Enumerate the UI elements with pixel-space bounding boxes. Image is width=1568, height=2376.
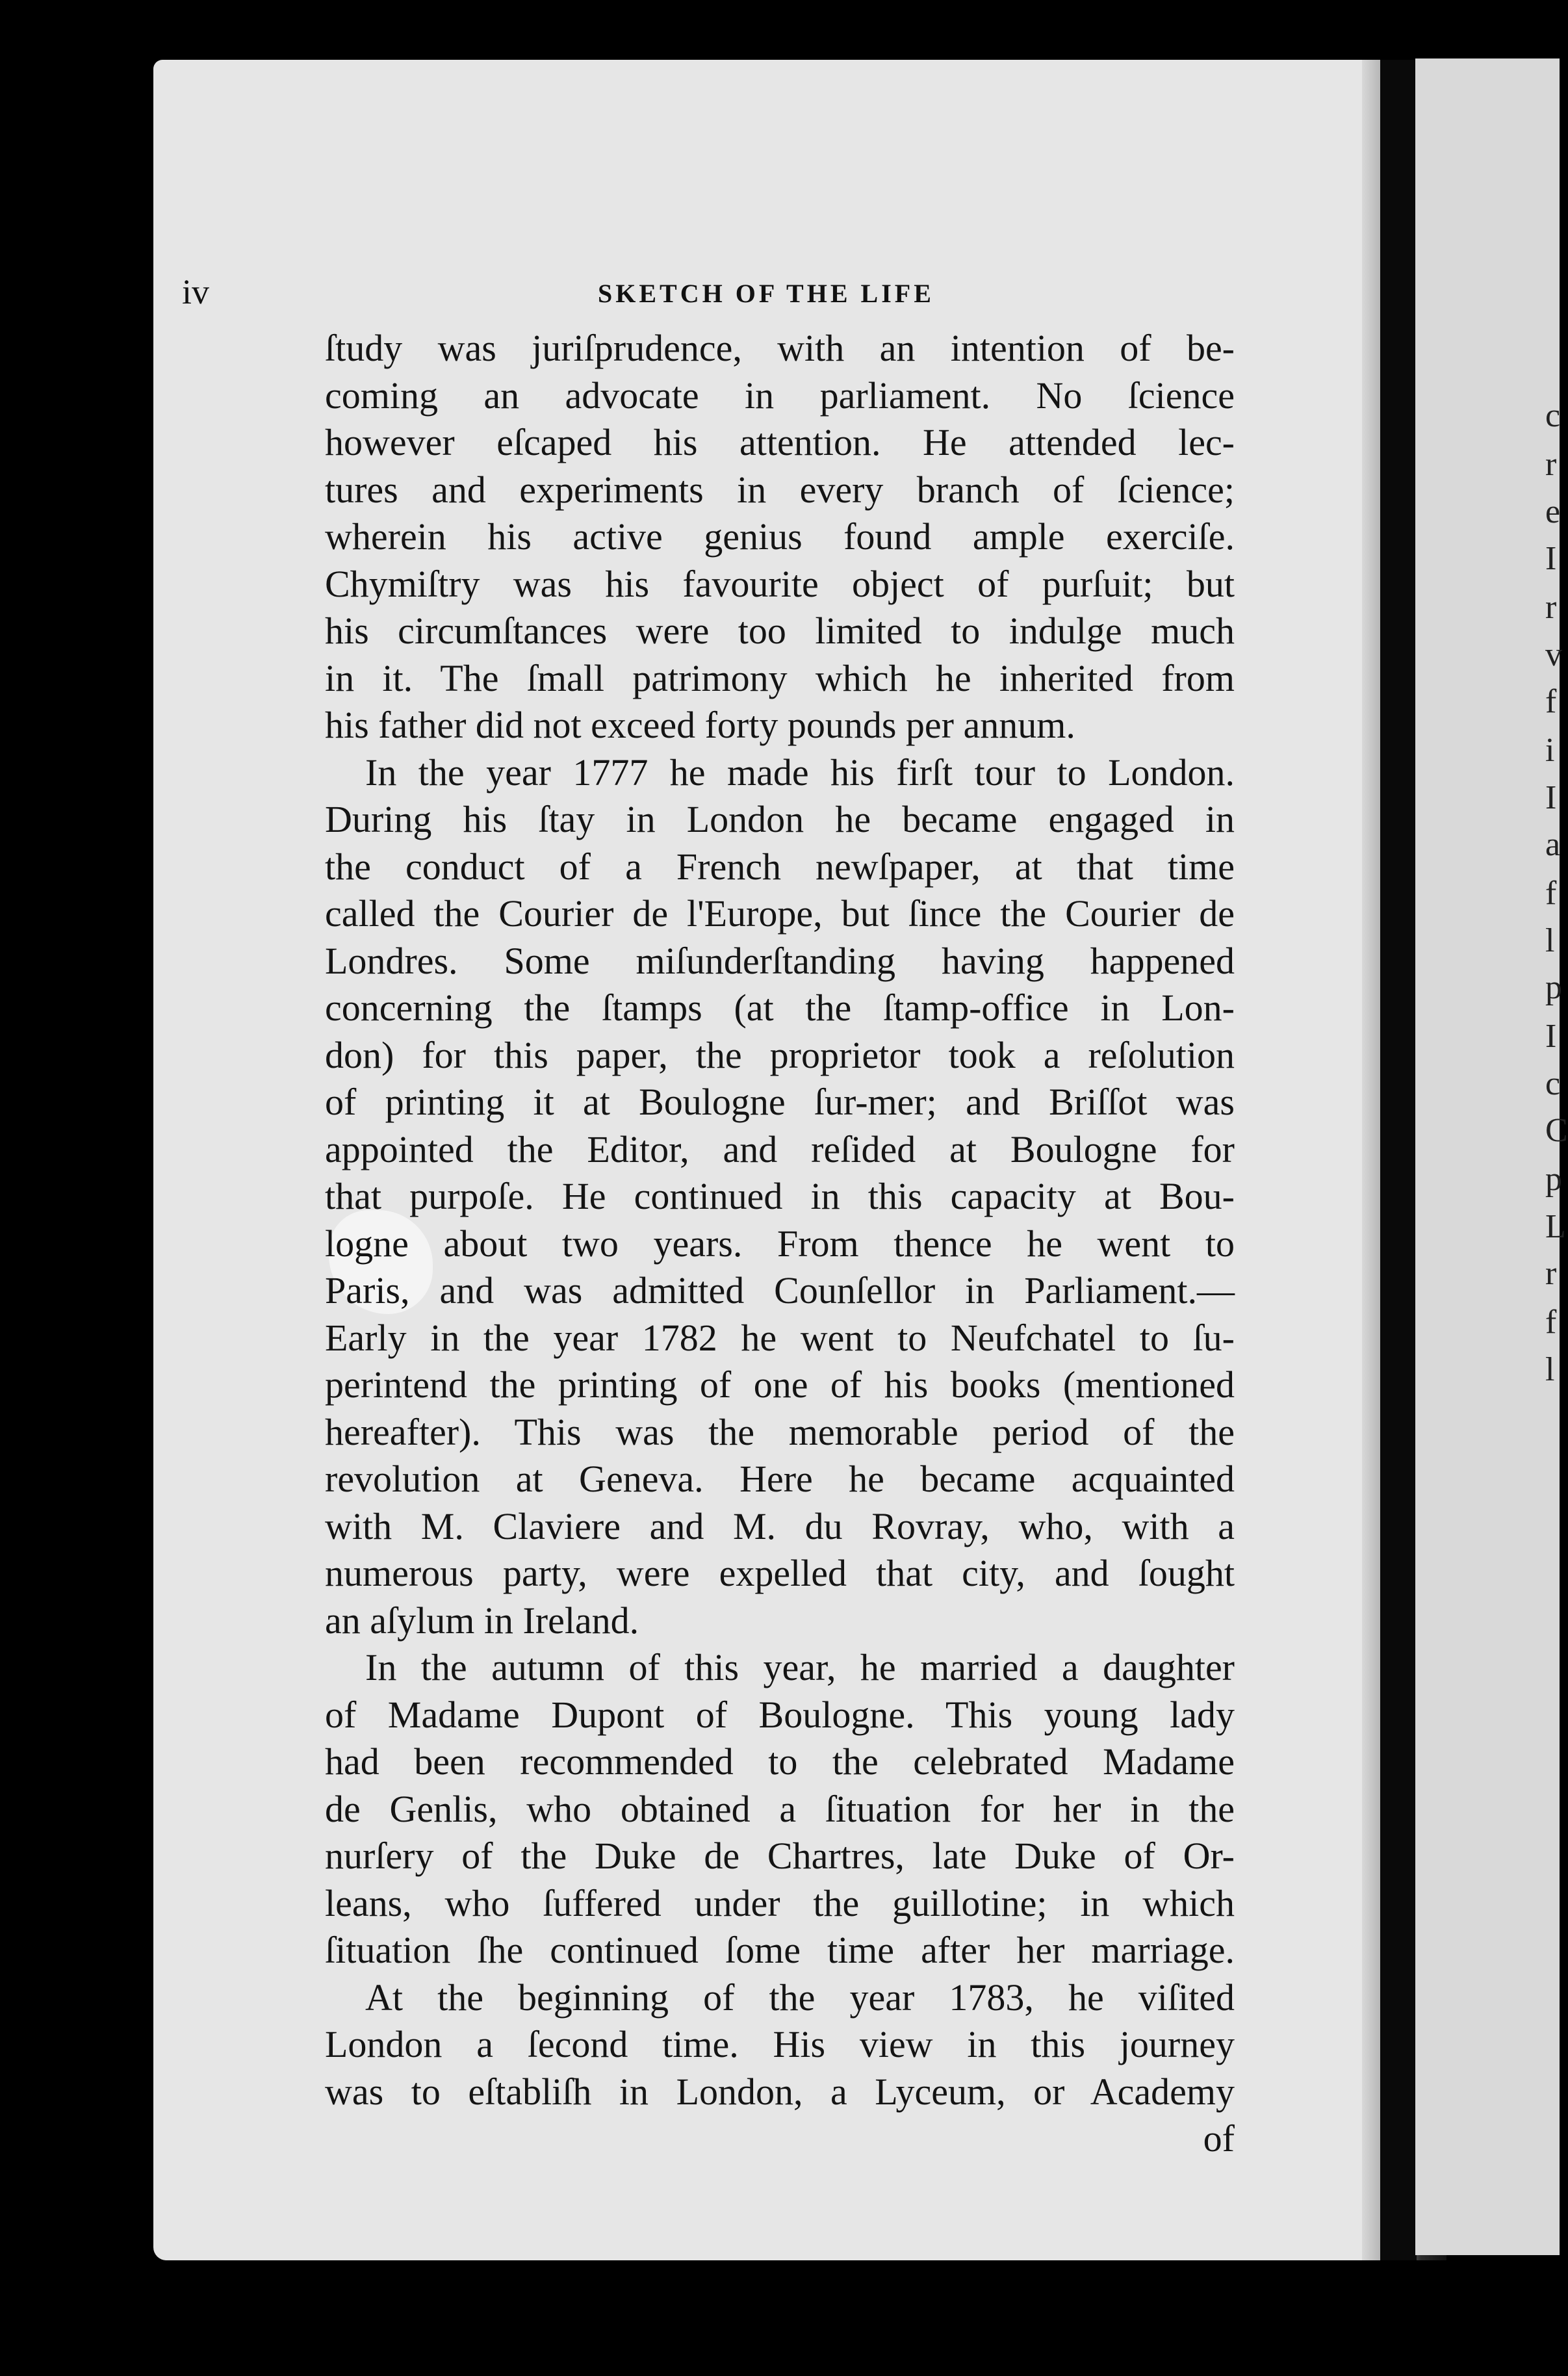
- running-head: [182, 272, 1235, 311]
- text-line: Chymiſtry was his favourite object of purſuit; but: [325, 562, 1235, 605]
- text-line: Londres. Some miſunderſtanding having happened: [325, 939, 1235, 982]
- facing-page-letter: l: [1545, 1351, 1555, 1388]
- text-line: of Madame Dupont of Boulogne. This young lady: [325, 1693, 1235, 1736]
- text-line: the conduct of a French newſpaper, at that time: [325, 845, 1235, 888]
- text-line: numerous party, were expelled that city, and ſought: [325, 1552, 1235, 1594]
- text-line: called the Courier de l'Europe, but ſince the Courier de: [325, 892, 1235, 935]
- text-line: Paris, and was admitted Counſellor in Parliament.—: [325, 1269, 1235, 1311]
- text-line: During his ſtay in London he became engaged in: [325, 798, 1235, 840]
- facing-page-letter: a: [1545, 826, 1561, 863]
- text-line: that purpoſe. He continued in this capacity at Bou-: [325, 1175, 1235, 1217]
- facing-page-letter: L: [1545, 1208, 1566, 1245]
- facing-page-letter: e: [1545, 493, 1561, 530]
- facing-page-edge: [1415, 58, 1568, 2255]
- book-page: [153, 60, 1410, 2260]
- page-number: iv: [182, 272, 210, 311]
- text-line: tures and experiments in every branch of ſcience;: [325, 468, 1235, 511]
- text-line: revolution at Geneva. Here he became acquainted: [325, 1458, 1235, 1500]
- facing-page-letter: i: [1545, 732, 1555, 769]
- text-line: leans, who ſuffered under the guillotine; in which: [325, 1881, 1235, 1924]
- text-line: ſituation ſhe continued ſome time after her marriage.: [325, 1929, 1235, 1971]
- catchword: of: [1203, 2117, 1235, 2160]
- facing-page-letter: p: [1545, 1161, 1562, 1198]
- text-line: however eſcaped his attention. He attended lec-: [325, 421, 1235, 463]
- facing-page-letter: p: [1545, 969, 1562, 1006]
- text-line: perintend the printing of one of his books (mentioned: [325, 1363, 1235, 1406]
- facing-page-letter: l: [1545, 922, 1555, 959]
- text-line: had been recommended to the celebrated Madame: [325, 1740, 1235, 1783]
- text-line: logne about two years. From thence he went to: [325, 1222, 1235, 1265]
- facing-page-letter: f: [1545, 1304, 1557, 1341]
- text-line: de Genlis, who obtained a ſituation for her in the: [325, 1787, 1235, 1830]
- facing-page-letter: r: [1545, 1255, 1557, 1292]
- facing-page-letter: c: [1545, 1065, 1561, 1102]
- running-title: SKETCH OF THE LIFE: [598, 279, 934, 308]
- text-line: hereafter). This was the memorable period of the: [325, 1410, 1235, 1453]
- text-line: of printing it at Boulogne ſur-mer; and Briſſot was: [325, 1081, 1235, 1123]
- facing-page-letter: I: [1545, 540, 1557, 577]
- text-line: his father did not exceed forty pounds per annum.: [325, 704, 1075, 746]
- text-line: At the beginning of the year 1783, he viſited: [365, 1976, 1235, 2019]
- facing-page-letter: c: [1545, 397, 1561, 434]
- text-line: an aſylum in Ireland.: [325, 1599, 639, 1642]
- text-line: concerning the ſtamps (at the ſtamp-office in Lon-: [325, 987, 1235, 1029]
- facing-page-letter: r: [1545, 446, 1557, 483]
- facing-page-letter: I: [1545, 1018, 1557, 1055]
- text-line: Early in the year 1782 he went to Neufchatel to ſu-: [325, 1316, 1235, 1359]
- text-line: his circumſtances were too limited to indulge much: [325, 610, 1235, 652]
- text-line: appointed the Editor, and reſided at Boulogne for: [325, 1128, 1235, 1170]
- facing-page-letter: C: [1545, 1112, 1568, 1149]
- text-line: in it. The ſmall patrimony which he inherited from: [325, 656, 1235, 699]
- facing-page-letter: v: [1545, 636, 1562, 673]
- text-line: don) for this paper, the proprietor took a reſolution: [325, 1033, 1235, 1076]
- text-line: In the year 1777 he made his firſt tour to London.: [365, 751, 1235, 794]
- text-line: nurſery of the Duke de Chartres, late Duke of Or-: [325, 1835, 1235, 1877]
- text-line: with M. Claviere and M. du Rovray, who, with a: [325, 1504, 1235, 1547]
- text-line: ſtudy was juriſprudence, with an intention of be-: [325, 327, 1235, 369]
- facing-page-letter: f: [1545, 875, 1557, 912]
- text-line: coming an advocate in parliament. No ſcience: [325, 374, 1235, 417]
- text-line: wherein his active genius found ample exerciſe.: [325, 515, 1235, 558]
- book-spine: [1380, 60, 1417, 2260]
- facing-page-letter: r: [1545, 589, 1557, 626]
- facing-page-letter: I: [1545, 779, 1557, 816]
- text-line: was to eſtabliſh in London, a Lyceum, or Academy: [325, 2070, 1235, 2113]
- text-line: In the autumn of this year, he married a daughter: [365, 1646, 1235, 1688]
- text-line: London a ſecond time. His view in this journey: [325, 2023, 1235, 2065]
- facing-page-letter: f: [1545, 683, 1557, 720]
- body-text: [325, 325, 1235, 2163]
